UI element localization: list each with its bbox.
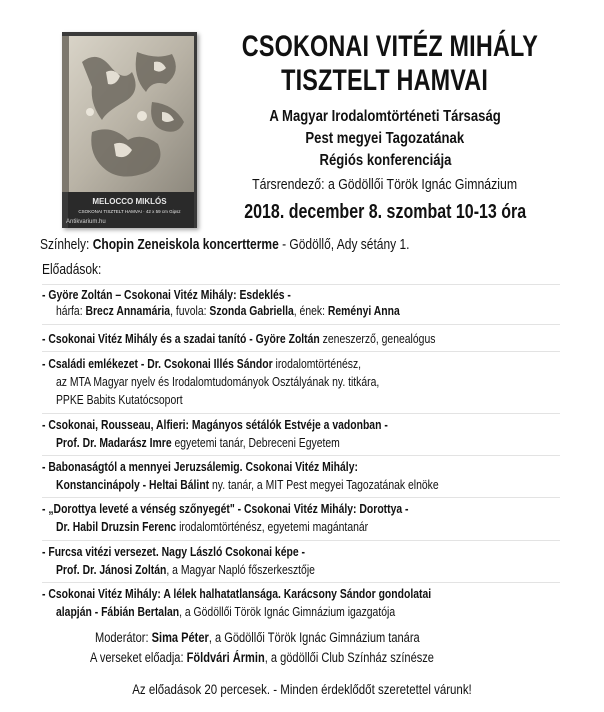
title-line-2: TISZTELT HAMVAI (281, 64, 489, 97)
divider (42, 284, 560, 285)
venue-name: Chopin Zeneiskola koncertterme (92, 236, 279, 253)
talk-8-speaker-name: alapján - Fábián Bertalan (56, 604, 180, 619)
talk-6-speaker-name: Dr. Habil Druzsin Ferenc (56, 519, 177, 534)
label-vocal: , ének: (293, 303, 328, 318)
list-item (42, 331, 534, 347)
event-date: 2018. december 8. szombat 10-13 óra (244, 201, 526, 223)
list-item (42, 544, 371, 560)
talk-2-title: - Csokonai Vitéz Mihály és a szadai tanító - Györe Zoltán (42, 331, 320, 346)
organizer-line-1-wrap (200, 108, 570, 126)
label-harp: hárfa: (56, 303, 86, 318)
organizer-line-3: Régiós konferenciája (319, 152, 451, 169)
poems-performer-name: Földvári Ármin (186, 650, 265, 665)
performer-harp: Brecz Annamária (85, 303, 171, 318)
main-title-2 (200, 64, 570, 98)
talk-8-speaker-role: , a Gödöllői Török Ignác Gimnázium igazgatója (179, 604, 396, 619)
venue-line (40, 236, 502, 253)
book-author-label: MELOCCO MIKLÓS (92, 197, 167, 206)
organizer-line-1: A Magyar Irodalomtörténeti Társaság (269, 108, 501, 125)
divider (42, 351, 560, 352)
talk-7-speaker (56, 562, 380, 578)
list-item (42, 287, 353, 303)
poems-line (90, 650, 509, 665)
talk-7-title: - Furcsa vitézi versezet. Nagy László Csokonai képe - (42, 544, 305, 559)
venue-address: - Gödöllő, Ady sétány 1. (278, 236, 410, 253)
talk-4-title: - Csokonai, Rousseau, Alfieri: Magányos sétálók Estvéje a vadonban - (42, 417, 388, 432)
organizer-line-2: Pest megyei Tagozatának (305, 130, 465, 147)
divider (42, 497, 560, 498)
list-item (42, 459, 437, 475)
talk-3-line-2 (56, 374, 460, 390)
talk-6-title: - „Dorottya leveté a vénség szőnyegét" - Csokonai Vitéz Mihály: Dorottya - (42, 501, 409, 516)
talk-5-speaker (56, 477, 534, 493)
list-item (42, 501, 500, 517)
talk-4-speaker-role: egyetemi tanár, Debreceni Egyetem (171, 435, 340, 450)
title-line-1: CSOKONAI VITÉZ MIHÁLY (241, 30, 539, 63)
co-organizer-wrap (200, 176, 570, 194)
list-item (42, 417, 474, 433)
performer-flute: Szonda Gabriella (209, 303, 294, 318)
talk-3-detail: irodalomtörténész, (272, 356, 362, 371)
closing-note-wrap (0, 681, 604, 697)
talk-5-speaker-name: Konstancinápoly - Heltai Bálint (56, 477, 210, 492)
talk-4-speaker (56, 435, 411, 451)
organizer-line-3-wrap (200, 152, 570, 170)
event-date-wrap (200, 201, 570, 224)
venue-label: Színhely: (40, 236, 93, 253)
closing-note: Az előadások 20 percesek. - Minden érdeklődőt szeretettel várunk! (132, 681, 472, 697)
divider (42, 582, 560, 583)
main-title (200, 30, 570, 64)
talk-1-title: - Györe Zoltán – Csokonai Vitéz Mihály: Esdeklés - (42, 287, 291, 302)
talks-heading-wrap (42, 261, 116, 278)
talk-8-title: - Csokonai Vitéz Mihály: A lélek halhatatlansága. Karácsony Sándor gondolatai (42, 586, 432, 601)
divider (42, 324, 560, 325)
divider (42, 413, 560, 414)
talk-3-title: - Családi emlékezet - Dr. Csokonai Illés Sándor (42, 356, 273, 371)
poems-performer-role: , a gödöllői Club Színház színésze (264, 650, 434, 665)
co-organizer: Társrendező: a Gödöllői Török Ignác Gimnázium (252, 176, 518, 193)
talk-3-affiliation: az MTA Magyar nyelv és Irodalomtudományok Osztályának ny. titkára, (56, 374, 380, 389)
book-subtitle-label: CSOKONAI TISZTELT HAMVAI · 42 x 59 cm Gipsz (78, 209, 181, 214)
talk-2-detail: zeneszerző, genealógus (319, 331, 436, 346)
talk-5-speaker-role: ny. tanár, a MIT Pest megyei Tagozatának elnöke (209, 477, 439, 492)
talk-6-speaker (56, 519, 446, 535)
divider (42, 455, 560, 456)
moderator-line (95, 630, 491, 645)
talk-8-speaker (56, 604, 480, 620)
talks-heading: Előadások: (42, 261, 102, 278)
watermark-text: Antikvarium.hu (66, 219, 106, 225)
talk-4-speaker-name: Prof. Dr. Madarász Imre (56, 435, 172, 450)
talk-7-speaker-name: Prof. Dr. Jánosi Zoltán (56, 562, 167, 577)
list-item (42, 586, 528, 602)
poems-label: A verseket előadja: (90, 650, 187, 665)
talk-3-group: PPKE Babits Kutatócsoport (56, 392, 183, 407)
book-cover-image (62, 32, 197, 228)
divider (42, 540, 560, 541)
organizer-line-2-wrap (200, 130, 570, 148)
talk-1-performers (56, 303, 486, 319)
label-flute: , fuvola: (170, 303, 210, 318)
moderator-role: , a Gödöllői Török Ignác Gimnázium tanára (208, 630, 420, 645)
talk-5-title: - Babonaságtól a mennyei Jeruzsálemig. Csokonai Vitéz Mihály: (42, 459, 358, 474)
list-item (42, 356, 441, 372)
talk-3-line-3 (56, 392, 214, 408)
moderator-name: Sima Péter (151, 630, 209, 645)
talk-7-speaker-role: , a Magyar Napló főszerkesztője (166, 562, 315, 577)
moderator-label: Moderátor: (95, 630, 152, 645)
performer-vocal: Reményi Anna (327, 303, 400, 318)
talk-6-speaker-role: irodalomtörténész, egyetemi magántanár (176, 519, 369, 534)
